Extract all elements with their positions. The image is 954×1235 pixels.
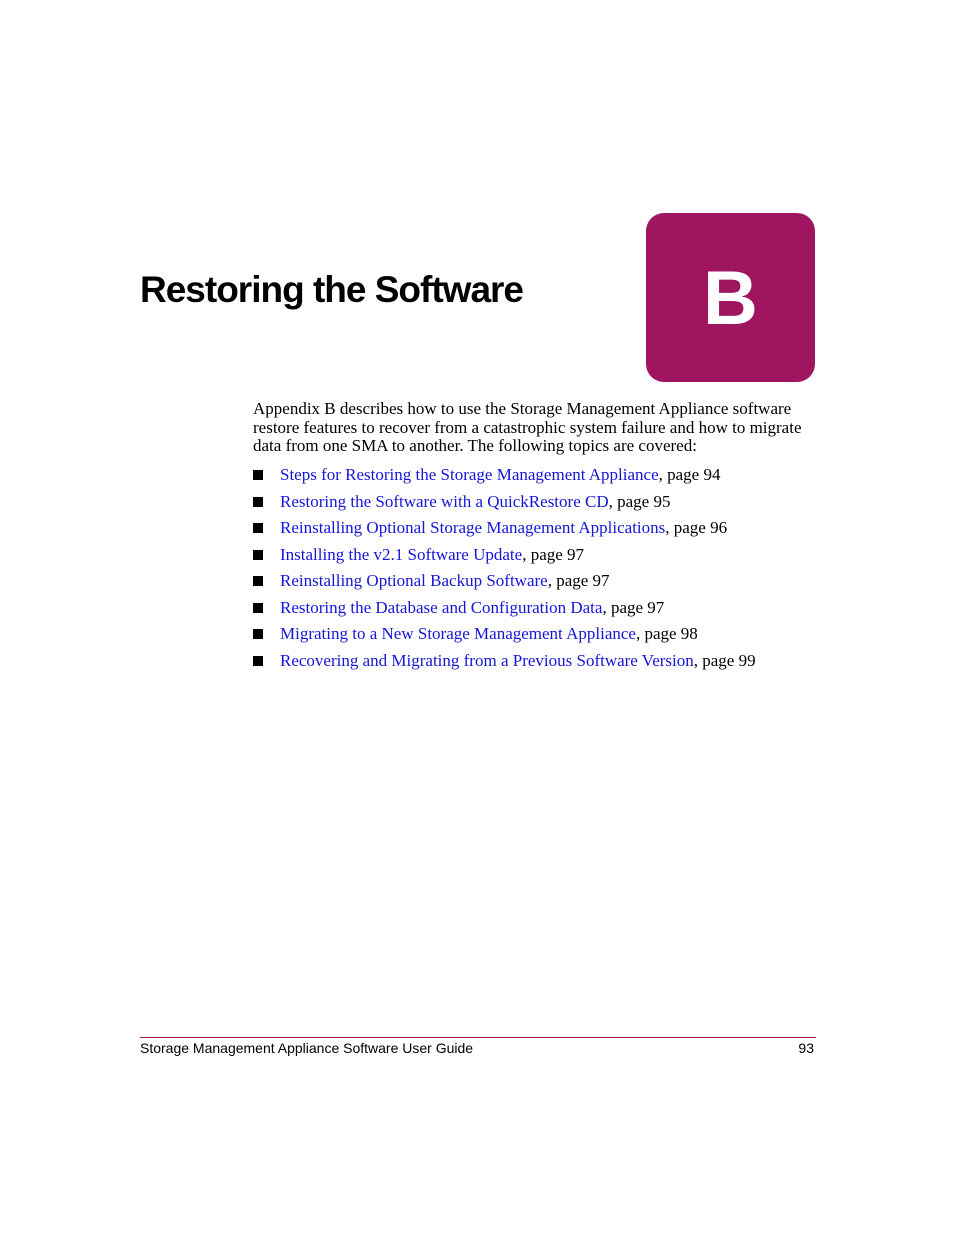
list-item: [253, 621, 813, 648]
square-bullet-icon: [253, 576, 263, 586]
page-reference: , page 94: [658, 465, 721, 485]
square-bullet-icon: [253, 470, 263, 480]
topic-link[interactable]: Recovering and Migrating from a Previous Software Version: [280, 650, 694, 670]
list-item: [253, 489, 813, 516]
chapter-tab: [646, 213, 815, 382]
topic-link[interactable]: Restoring the Software with a QuickRestore CD: [280, 491, 609, 511]
chapter-letter: B: [703, 255, 758, 341]
footer-page-number: 93: [798, 1040, 814, 1056]
list-item: [253, 568, 813, 595]
square-bullet-icon: [253, 550, 263, 560]
page-reference: , page 98: [635, 624, 698, 644]
square-bullet-icon: [253, 629, 263, 639]
square-bullet-icon: [253, 497, 263, 507]
list-item: [253, 648, 813, 675]
page-reference: , page 97: [602, 597, 665, 617]
footer-guide-title: Storage Management Appliance Software User Guide: [140, 1040, 474, 1056]
square-bullet-icon: [253, 656, 263, 666]
list-item: [253, 462, 813, 489]
list-item: [253, 542, 813, 569]
topic-link[interactable]: Migrating to a New Storage Management Appliance: [280, 624, 636, 644]
topic-link[interactable]: Installing the v2.1 Software Update: [280, 544, 523, 564]
intro-paragraph: Appendix B describes how to use the Storage Management Appliance software restore features to recover from a catastrophic system failure and how to migrate data from one SMA to another. The following topics are covered:: [253, 399, 802, 455]
topic-link[interactable]: Reinstalling Optional Backup Software: [280, 571, 548, 591]
square-bullet-icon: [253, 523, 263, 533]
page-reference: , page 97: [522, 544, 585, 564]
square-bullet-icon: [253, 603, 263, 613]
topic-list: [253, 462, 813, 674]
footer-divider: [140, 1037, 816, 1038]
page-reference: , page 99: [693, 650, 756, 670]
list-item: [253, 595, 813, 622]
topic-link[interactable]: Reinstalling Optional Storage Management Applications: [280, 518, 666, 538]
list-item: [253, 515, 813, 542]
topic-link[interactable]: Restoring the Database and Configuration Data: [280, 597, 603, 617]
page-reference: , page 95: [608, 491, 671, 511]
topic-link[interactable]: Steps for Restoring the Storage Management Appliance: [280, 465, 659, 485]
page-reference: , page 96: [665, 518, 728, 538]
chapter-title: Restoring the Software: [140, 269, 523, 310]
page-reference: , page 97: [547, 571, 610, 591]
